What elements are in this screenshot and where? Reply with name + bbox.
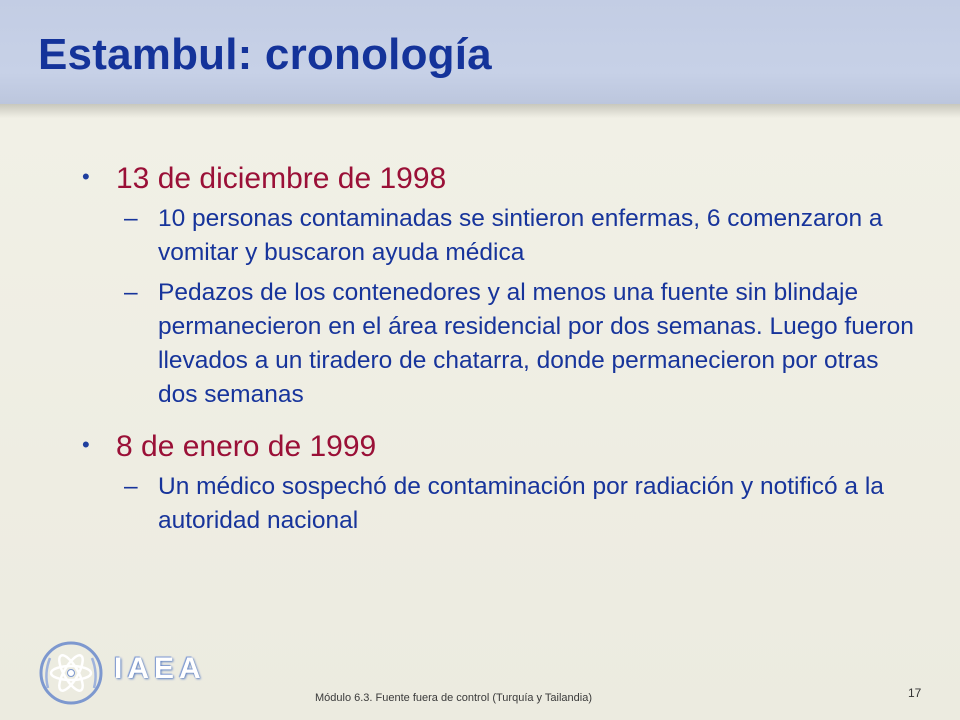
sub-item-1-1 <box>80 202 918 270</box>
slide-title: Estambul: cronología <box>38 30 492 79</box>
bullet-icon: • <box>82 432 90 457</box>
bullet-item-1 <box>80 160 910 198</box>
sub-item-text: Un médico sospechó de contaminación por radiación y notificó a la autoridad nacional <box>158 473 884 534</box>
sub-item-1-2 <box>80 276 918 412</box>
bullet-heading: 8 de enero de 1999 <box>116 430 377 463</box>
sub-item-text: 10 personas contaminadas se sintieron enfermas, 6 comenzaron a vomitar y buscaron ayuda médica <box>158 205 883 266</box>
dash-icon: – <box>124 205 138 232</box>
sub-item-text: Pedazos de los contenedores y al menos una fuente sin blindaje permanecieron en el área residencial por dos semanas. Luego fueron llevados a un tiradero de chatarra, donde permanecieron por otras dos semanas <box>158 279 914 408</box>
bullet-icon: • <box>82 164 90 189</box>
iaea-logo-icon <box>38 640 104 706</box>
iaea-logo-text: IAEA <box>114 652 206 685</box>
bullet-item-2 <box>80 428 910 466</box>
dash-icon: – <box>124 473 138 500</box>
slide-content <box>80 160 914 544</box>
page-number: 17 <box>908 686 922 700</box>
sub-item-2-1 <box>80 470 918 538</box>
title-band-shadow <box>0 104 960 118</box>
footer-caption: Módulo 6.3. Fuente fuera de control (Turquía y Tailandia) <box>315 692 592 704</box>
spacer <box>80 418 910 428</box>
bullet-heading: 13 de diciembre de 1998 <box>116 162 447 195</box>
dash-icon: – <box>124 279 138 306</box>
